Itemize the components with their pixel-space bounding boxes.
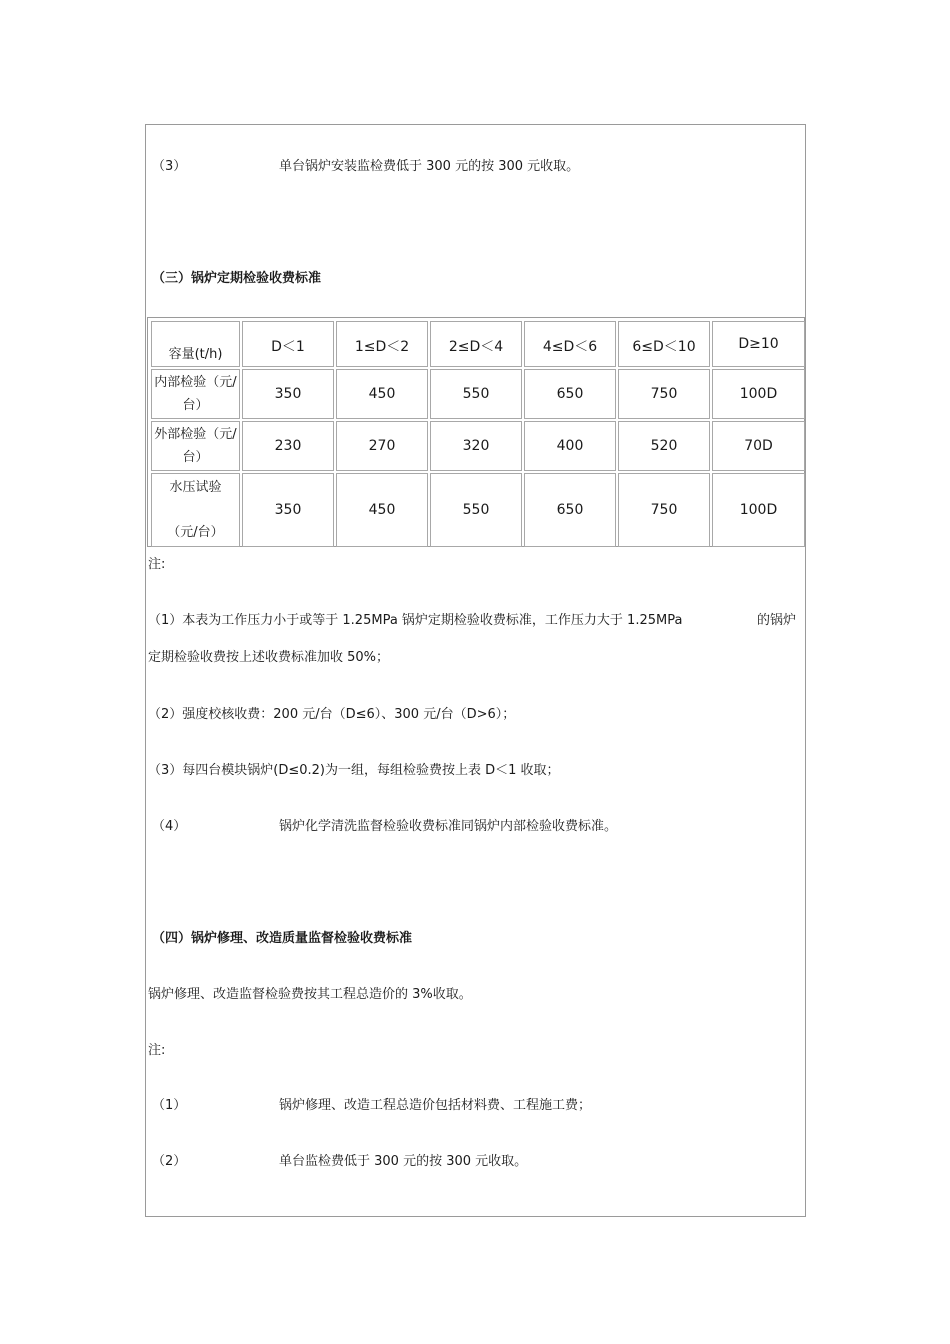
- note-3: （3）每四台模块锅炉(D≤0.2)为一组，每组检验费按上表 D＜1 收取；: [148, 763, 560, 778]
- note-1-line2: 定期检验收费按上述收费标准加收 50%；: [148, 650, 390, 665]
- table-header-row: [151, 321, 805, 367]
- section4-body: 锅炉修理、改造监督检验费按其工程总造价的 3%收取。: [148, 987, 472, 1002]
- note-2: （2）强度校核收费：200 元/台（D≤6）、300 元/台（D>6）；: [148, 707, 516, 722]
- section4-note-2-text: 单台监检费低于 300 元的按 300 元收取。: [279, 1154, 528, 1169]
- note-4-text: 锅炉化学清洗监督检验收费标准同锅炉内部检验收费标准。: [279, 819, 618, 834]
- table-cell: 650: [524, 369, 616, 419]
- table-cell: 400: [524, 421, 616, 471]
- header-col: 1≤D＜2: [336, 321, 428, 367]
- table-cell: 650: [524, 473, 616, 547]
- section3-note-title: 注:: [148, 557, 166, 572]
- section4-note-1-label: （1）: [152, 1098, 187, 1113]
- row-label: 内部检验（元/台）: [151, 369, 240, 419]
- table-cell: 350: [242, 369, 334, 419]
- table-cell: 450: [336, 369, 428, 419]
- top-note-text: 单台锅炉安装监检费低于 300 元的按 300 元收取。: [279, 159, 580, 174]
- table-cell: 70D: [712, 421, 805, 471]
- table-cell: 100D: [712, 473, 805, 547]
- table-cell: 750: [618, 473, 710, 547]
- table-cell: 550: [430, 369, 522, 419]
- header-col: D＜1: [242, 321, 334, 367]
- fee-table: [149, 319, 807, 549]
- note-1-line1-end: 的锅炉: [757, 613, 797, 628]
- table-row: [151, 369, 805, 419]
- header-col: 4≤D＜6: [524, 321, 616, 367]
- table-cell: 350: [242, 473, 334, 547]
- top-note-label: （3）: [152, 159, 187, 174]
- table-cell: 550: [430, 473, 522, 547]
- section4-note-2-label: （2）: [152, 1154, 187, 1169]
- table-cell: 750: [618, 369, 710, 419]
- section4-note-title: 注:: [148, 1043, 166, 1058]
- note-4-label: （4）: [152, 819, 187, 834]
- table-cell: 230: [242, 421, 334, 471]
- section3-heading: （三）锅炉定期检验收费标准: [152, 271, 322, 286]
- header-col: 6≤D＜10: [618, 321, 710, 367]
- header-capacity: 容量(t/h): [151, 321, 240, 367]
- table-cell: 320: [430, 421, 522, 471]
- row-label-line2: （元/台）: [167, 525, 224, 540]
- row-label-line1: 水压试验: [169, 480, 222, 495]
- header-col: 2≤D＜4: [430, 321, 522, 367]
- note-1-line1: （1）本表为工作压力小于或等于 1.25MPa 锅炉定期检验收费标准，工作压力大于 1.25MPa: [148, 613, 683, 628]
- table-cell: 450: [336, 473, 428, 547]
- table-row: [151, 473, 805, 547]
- section4-note-1-text: 锅炉修理、改造工程总造价包括材料费、工程施工费；: [279, 1098, 592, 1113]
- content-frame: [145, 124, 806, 1217]
- table-cell: 100D: [712, 369, 805, 419]
- section4-heading: （四）锅炉修理、改造质量监督检验收费标准: [152, 931, 413, 946]
- header-col: D≥10: [712, 321, 805, 367]
- row-label: 外部检验（元/台）: [151, 421, 240, 471]
- table-cell: 270: [336, 421, 428, 471]
- row-label: [151, 473, 240, 547]
- table-row: [151, 421, 805, 471]
- table-cell: 520: [618, 421, 710, 471]
